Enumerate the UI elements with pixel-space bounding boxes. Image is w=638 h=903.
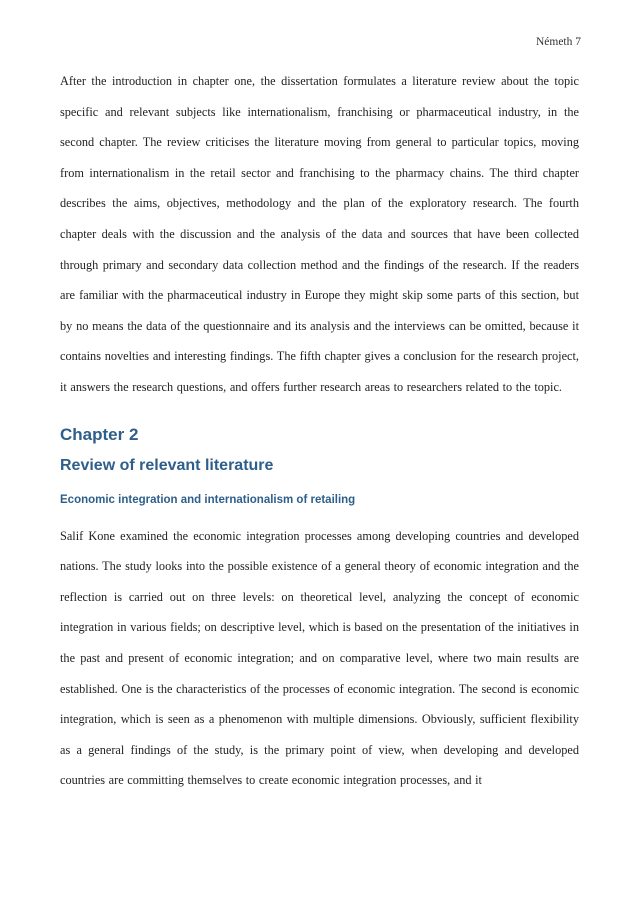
section-title: Economic integration and internationalism of retailing [60, 493, 356, 506]
body-paragraph-kone: Salif Kone examined the economic integration processes among developing countries and developed nations. The study looks into the possible existence of a general theory of economic integration and the reflection is carried out on three levels: on theoretical level, analyzing the concept of economic integration in various fields; on descriptive level, which is based on the presentation of the initiatives in the past and present of economic integration; and on comparative level, where two main results are established. One is the characteristics of the processes of economic integration. The second is economic integration, which is seen as a phenomenon with multiple dimensions. Obviously, sufficient flexibility as a general findings of the study, is the primary point of view, when developing and developed countries are committing themselves to create economic integration processes, and it [60, 528, 579, 788]
page-content [60, 66, 579, 796]
chapter-title: Review of relevant literature [60, 456, 274, 474]
chapter-label: Chapter 2 [60, 424, 139, 444]
page-header-author-number: Németh 7 [535, 36, 581, 48]
intro-paragraph: After the introduction in chapter one, the dissertation formulates a literature review about the topic specific and relevant subjects like internationalism, franchising or pharmaceutical industry, in the second chapter. The review criticises the literature moving from general to particular topics, moving from internationalism in the retail sector and franchising to the pharmacy chains. The third chapter describes the aims, objectives, methodology and the plan of the exploratory research. The fourth chapter deals with the discussion and the analysis of the data and sources that have been collected through primary and secondary data collection method and the findings of the research. If the readers are familiar with the pharmaceutical industry in Europe they might skip some parts of this section, but by no means the data of the questionnaire and its analysis and the interviews can be omitted, because it contains novelties and interesting findings. The fifth chapter gives a conclusion for the research project, it answers the research questions, and offers further research areas to researchers related to the topic. [60, 74, 579, 394]
